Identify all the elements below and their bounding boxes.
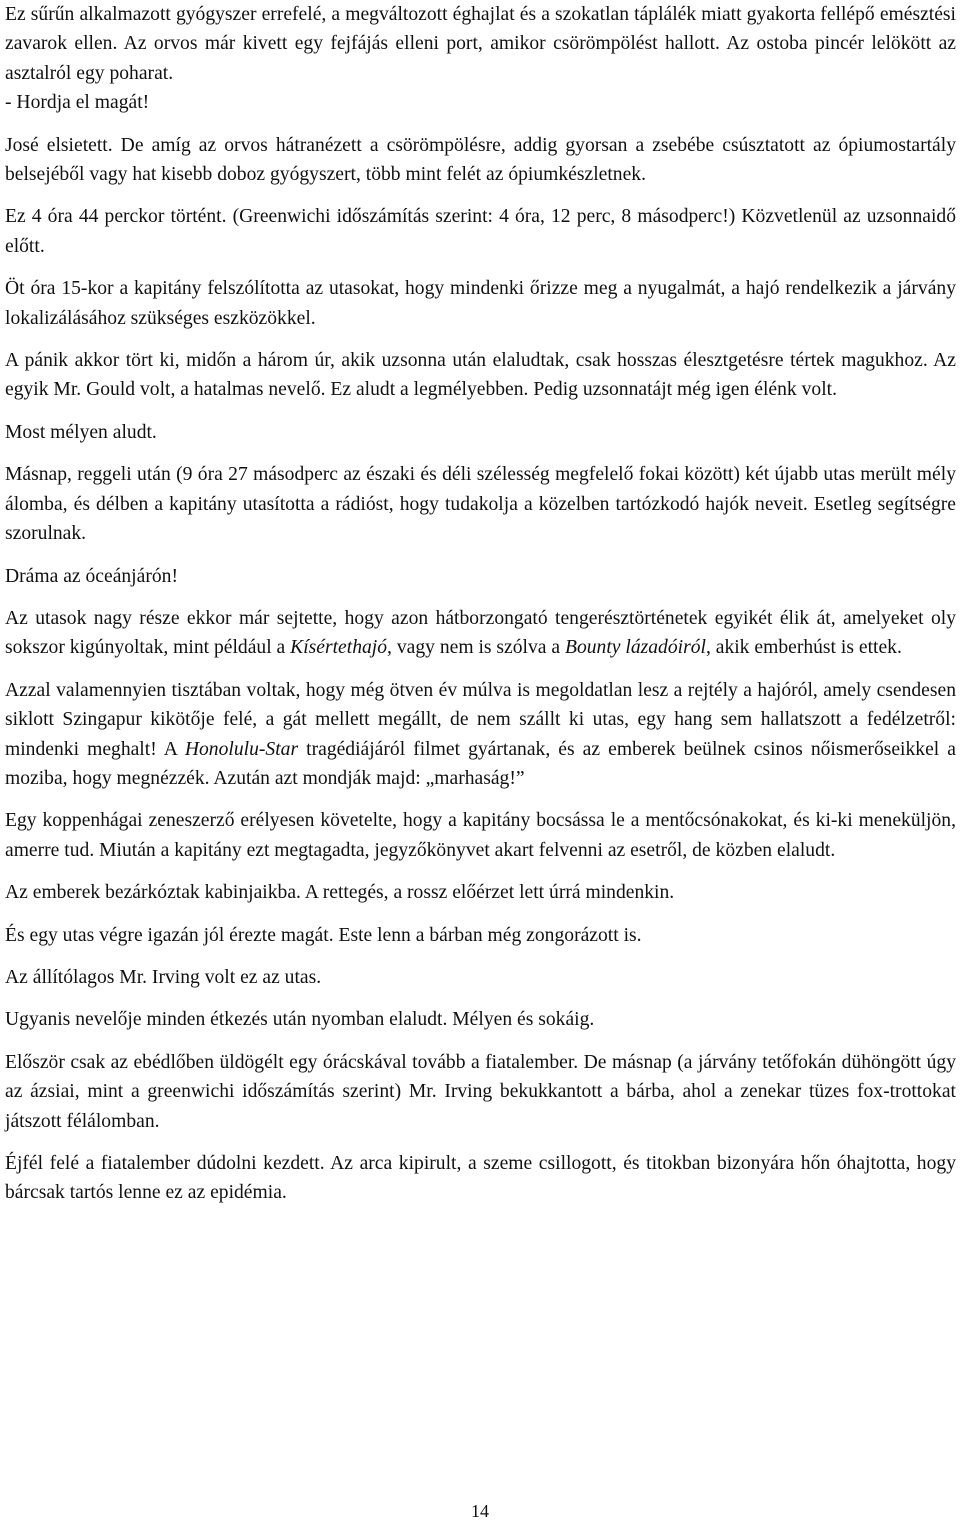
paragraph-10 xyxy=(5,604,956,663)
paragraph-15: Az állítólagos Mr. Irving volt ez az utas. xyxy=(5,966,322,988)
paragraph-12: Egy koppenhágai zeneszerző erélyesen követelte, hogy a kapitány bocsássa le a mentőcsónakokat, és ki-ki meneküljön, amerre tud. Miután a kapitány ezt megtagadta, jegyzőkönyvet akart felvenni az esetről, de közben elaludt. xyxy=(5,810,956,861)
paragraph-11-text-c: tragédiájáról filmet gyártanak, és az emberek beülnek csinos nőismerőseikkel a moziba, hogy megnézzék. Azután azt mondják majd: „marhaság!” xyxy=(5,738,957,789)
paragraph-10-text-a: Az utasok nagy része ekkor már sejtette, hogy azon hátborzongató tengerésztörténetek egyikét élik át, amelyeket oly sokszor kigúnyoltak, mint például a xyxy=(5,607,956,659)
paragraph-14: És egy utas végre igazán jól érezte magát. Este lenn a bárban még zongorázott is. xyxy=(5,924,642,946)
paragraph-10-text-c: , vagy nem is szólva a xyxy=(387,637,565,659)
paragraph-7: Most mélyen aludt. xyxy=(5,421,157,443)
paragraph-11-text-a: Azzal valamennyien tisztában voltak, hogy még ötven év múlva is megoldatlan lesz a rejtély a hajóról, amely csendesen siklott Szingapur kikötője felé, a gát mellett megállt, de nem szállt ki utas, egy hang sem hallatszott a fedélzetről: mindenki meghalt! A xyxy=(5,679,956,760)
paragraph-18: Éjfél felé a fiatalember dúdolni kezdett. Az arca kipirult, a szeme csillogott, és titokban bizonyára hőn óhajtotta, hogy bárcsak tartós lenne ez az epidémia. xyxy=(5,1153,956,1204)
paragraph-16: Ugyanis nevelője minden étkezés után nyomban elaludt. Mélyen és sokáig. xyxy=(5,1009,595,1031)
paragraph-1: Ez sűrűn alkalmazott gyógyszer errefelé, a megváltozott éghajlat és a szokatlan táplálék miatt gyakorta fellépő emésztési zavarok ellen. Az orvos már kivett egy fejfájás elleni port, amikor csörömpölést hallott. Az ostoba pincér lelökött az asztalról egy poharat. xyxy=(5,4,956,84)
paragraph-5: Öt óra 15-kor a kapitány felszólította az utasokat, hogy mindenki őrizze meg a nyugalmát, a hajó rendelkezik a járvány lokalizálásához szükséges eszközökkel. xyxy=(5,278,956,329)
paragraph-3: José elsietett. De amíg az orvos hátranézett a csörömpölésre, addig gyorsan a zsebébe csúsztatott az ópiumostartály belsejéből vagy hat kisebb doboz gyógyszert, több mint felét az ópiumkészletnek. xyxy=(5,134,956,186)
paragraph-11 xyxy=(5,676,956,794)
paragraph-8: Másnap, reggeli után (9 óra 27 másodperc az északi és déli szélesség megfelelő fokai között) két újabb utas merült mély álomba, és délben a kapitány utasította a rádióst, hogy tudakolja a közelben tartózkodó hajók neveit. Esetleg segítségre szorulnak. xyxy=(5,464,956,545)
paragraph-2: - Hordja el magát! xyxy=(5,92,150,114)
page-number: 14 xyxy=(471,1501,489,1521)
paragraph-10-text-e: , akik emberhúst is ettek. xyxy=(705,637,902,659)
paragraph-6: A pánik akkor tört ki, midőn a három úr, akik uzsonna után elaludtak, csak hosszas élesztgetésre tértek magukhoz. Az egyik Mr. Gould volt, a hatalmas nevelő. Ez aludt a legmélyebben. Pedig uzsonnatájt még igen élénk volt. xyxy=(5,350,956,401)
italic-title-bounty: Bounty lázadóiról xyxy=(564,637,706,659)
italic-title-kisertethajo: Kísértethajó xyxy=(290,637,388,659)
paragraph-17: Először csak az ebédlőben üldögélt egy órácskával tovább a fiatalember. De másnap (a járvány tetőfokán dühöngött úgy az ázsiai, mint a greenwichi időszámítás szerint) Mr. Irving bekukkantott a bárba, ahol a zenekar tüzes fox-trottokat játszott félálomban. xyxy=(5,1051,956,1132)
paragraph-13: Az emberek bezárkóztak kabinjaikba. A rettegés, a rossz előérzet lett úrrá mindenkin. xyxy=(5,882,675,904)
document-page xyxy=(5,0,956,1208)
italic-ship-name: Honolulu-Star xyxy=(184,738,299,760)
paragraph-4: Ez 4 óra 44 perckor történt. (Greenwichi időszámítás szerint: 4 óra, 12 perc, 8 másodperc!) Közvetlenül az uzsonnaidő előtt. xyxy=(5,206,956,257)
paragraph-9: Dráma az óceánjárón! xyxy=(5,565,178,587)
